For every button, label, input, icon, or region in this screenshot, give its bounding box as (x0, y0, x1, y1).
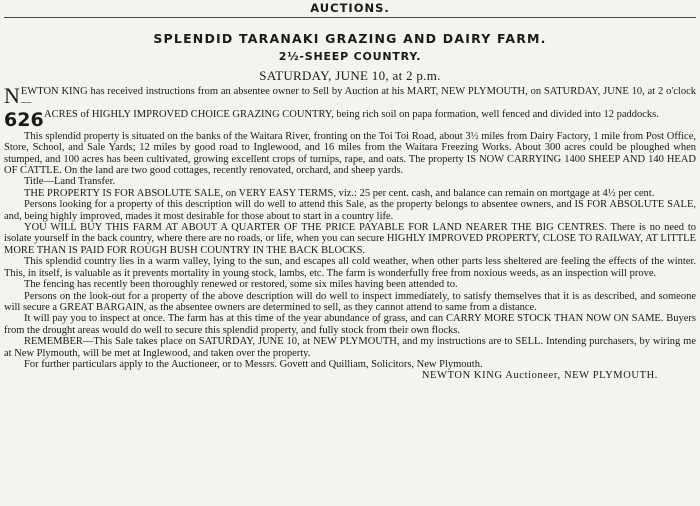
paragraph-inspect: It will pay you to inspect at once. The farm has at this time of the year abundance of grass, and can CARRY MORE STOCK THAN NOW ON SAME. Buyers from the drought areas would do well to secure this splendid property, and fully stock from their own flocks. (4, 313, 696, 336)
section-heading: AUCTIONS. (310, 1, 390, 15)
sale-date: SATURDAY, JUNE 10, at 2 p.m. (259, 68, 441, 83)
intro-text: EWTON KING has received instructions from an absentee owner to Sell by Auction at his MART, NEW PLYMOUTH, on SATURDAY, JUNE 10, at 2 o'clock— (20, 86, 696, 109)
paragraph-remember: REMEMBER—This Sale takes place on SATURDAY, JUNE 10, at NEW PLYMOUTH, and my instructions are to SELL. Intending purchasers, by wiring me at New Plymouth, will be met at Inglewood, and taken over the property. (4, 336, 696, 359)
ad-subtitle: 2½-SHEEP COUNTRY. (278, 50, 422, 63)
paragraph-fencing: The fencing has recently been thoroughly renewed or restored, some six miles having been attended to. (24, 279, 458, 291)
paragraph-persons-looking: Persons looking for a property of this description will do well to attend this Sale, as the property belongs to absentee owners, and IS FOR ABSOLUTE SALE, and, being highly improved, mades it most desirable for those about to start in a country life. (4, 199, 696, 222)
acres-number: 626 (4, 108, 44, 131)
paragraph-particulars: For further particulars apply to the Auctioneer, or to Messrs. Govett and Quilliam, Solicitors, New Plymouth. (24, 358, 483, 370)
paragraph-warm-valley: This splendid country lies in a warm valley, lying to the sun, and escapes all cold weather, when other parts less sheltered are feeling the effects of the winter. This, in itself, is valuable as it prevents mortality in young stock, lambs, etc. The farm is wonderfully free from noxious weeds, as an inspection will prove. (4, 256, 696, 279)
intro-paragraph (4, 83, 696, 109)
acres-text: ACRES of HIGHLY IMPROVED CHOICE GRAZING COUNTRY, being rich soil on papa formation, well fenced and divided into 12 paddocks. (44, 108, 659, 120)
paragraph-location: This splendid property is situated on the banks of the Waitara River, fronting on the Toi Toi Road, about 3½ miles from Dairy Factory, 1 mile from Post Office, Store, School, and Sale Yards; 12 miles by good road to Inglewood, and 16 miles from the Waitara Freezing Works. About 300 acres could be ploughed when stumped, and 100 acres has been cultivated, growing excellent crops of turnips, rape, and oats. The property IS NOW CARRYING 1400 SHEEP AND 140 HEAD OF CATTLE. On the land are two good cottages, recently renovated, orchard, and sheep yards. (4, 130, 696, 177)
paragraph-lookout: Persons on the look-out for a property of the above description will do well to inspect immediately, to satisfy themselves that it is as described, and someone will secure a GREAT BARGAIN, as the absentee owners are determined to sell, as they cannot attend to same from a distance. (4, 290, 696, 313)
paragraph-terms: THE PROPERTY IS FOR ABSOLUTE SALE, on VERY EASY TERMS, viz.: 25 per cent. cash, and balance can remain on mortgage at 4½ per cent. (24, 187, 655, 199)
ad-title: SPLENDID TARANAKI GRAZING AND DAIRY FARM. (153, 31, 547, 46)
ad-body (4, 83, 696, 382)
drop-initial: N (4, 83, 20, 108)
heading-rule (4, 17, 696, 18)
auctioneer-signature: NEWTON KING Auctioneer, NEW PLYMOUTH. (421, 370, 658, 382)
paragraph-buy-farm: YOU WILL BUY THIS FARM AT ABOUT A QUARTER OF THE PRICE PAYABLE FOR LAND NEARER THE BIG CENTRES. There is no need to isolate yourself in the back country, where there are no roads, or life, when you can secure HIGHLY IMPROVED PROPERTY, CLOSE TO RAILWAY, AT LITTLE MORE THAN IS PAID FOR ROUGH BUSH COUNTRY IN THE BACK BLOCKS. (4, 222, 696, 256)
paragraph-title: Title—Land Transfer. (24, 176, 116, 188)
acres-paragraph (4, 109, 696, 131)
